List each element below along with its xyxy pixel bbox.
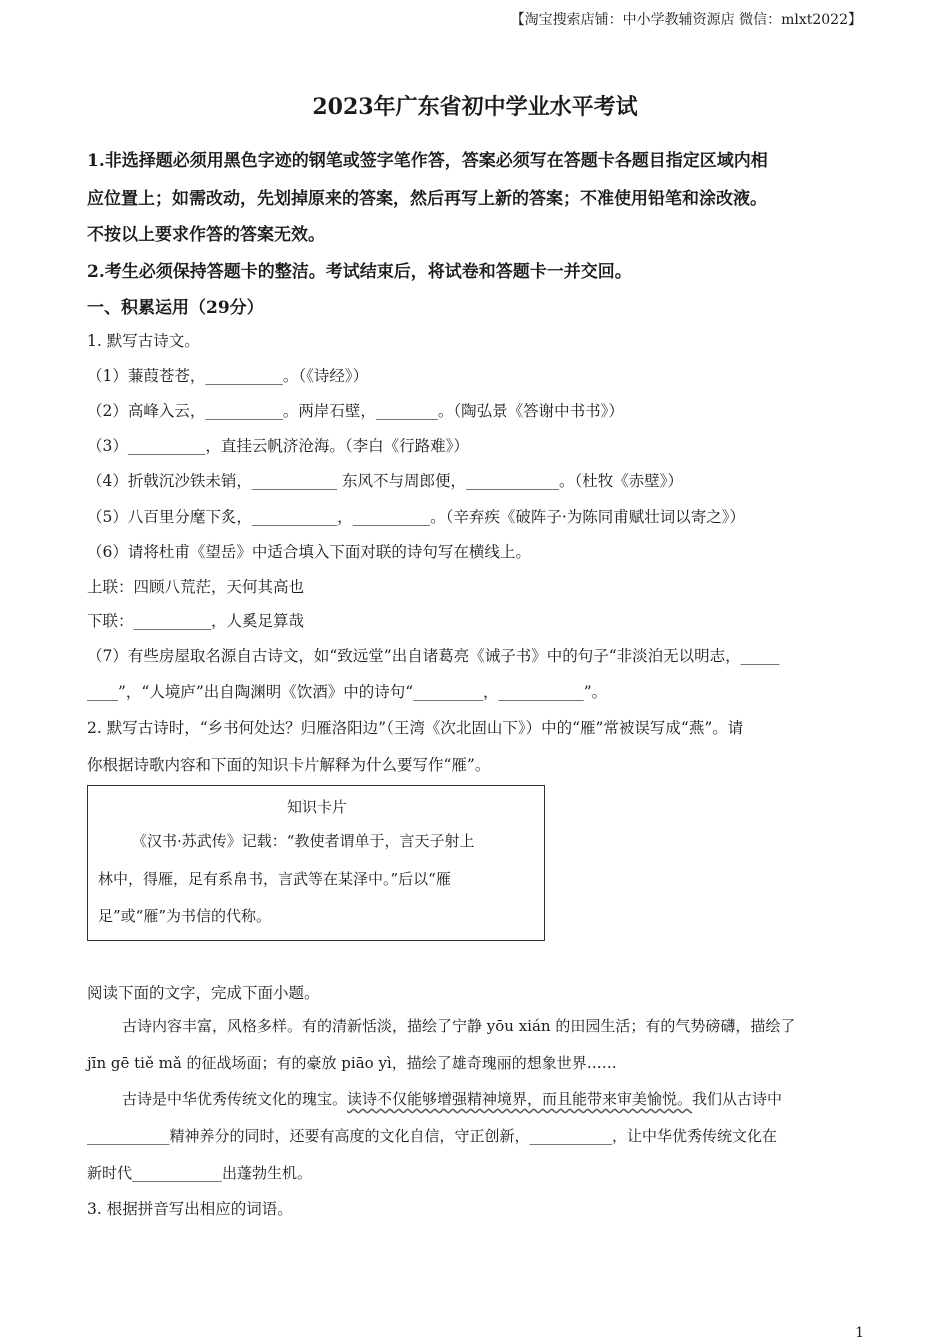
knowledge-card [87,785,545,941]
reading-p2-c: 我们从古诗中 [692,1090,783,1108]
page-title: 2023年广东省初中学业水平考试 [312,94,638,120]
q2-line-2: 你根据诗歌内容和下面的知识卡片解释为什么要写作“雁”。 [87,756,491,774]
card-title: 知识卡片 [286,798,347,816]
couplet-upper: 上联：四顾八荒茫，天何其高也 [87,578,305,596]
q1-sub-7-line-2: ____”，“人境庐”出自陶渊明《饮酒》中的诗句“_________，___________”。 [87,683,608,701]
q1-sub-3: （3）__________，直挂云帆济沧海。（李白《行路难》） [87,437,469,455]
q1-sub-1: （1）蒹葭苍苍，__________。（《诗经》） [87,367,369,385]
notice-line-3: 不按以上要求作答的答案无效。 [87,225,325,245]
q1-sub-4: （4）折戟沉沙铁未销，___________ 东风不与周郎便，____________。（杜牧《赤壁》） [87,472,684,490]
card-line-2: 林中，得雁，足有系帛书，言武等在某泽中。”后以“雁 [98,870,451,888]
reading-p1-line-1: 古诗内容丰富，风格多样。有的清新恬淡，描绘了宁静 yōu xián 的田园生活；有的气势磅礴，描绘了 [122,1017,796,1035]
section-heading: 一、积累运用（29分） [87,298,264,318]
q1-sub-6: （6）请将杜甫《望岳》中适合填入下面对联的诗句写在横线上。 [87,543,531,561]
q1-sub-2: （2）高峰入云，__________。两岸石壁，________。（陶弘景《答谢中书书》） [87,402,624,420]
q1-sub-5: （5）八百里分麾下炙，___________，__________。（辛弃疾《破阵子·为陈同甫赋壮词以寄之》） [87,508,746,526]
notice-line-1: 1.非选择题必须用黑色字迹的钢笔或签字笔作答，答案必须写在答题卡各题目指定区域内相 [87,151,768,171]
q2-line-1: 2. 默写古诗时，“乡书何处达？归雁洛阳边”（王湾《次北固山下》）中的“雁”常被误写成“燕”。请 [87,719,744,737]
couplet-lower: 下联：__________，人奚足算哉 [87,612,305,630]
q1-stem: 1. 默写古诗文。 [87,332,200,350]
card-line-3: 足”或“雁”为书信的代称。 [98,907,272,925]
q3-stem: 3. 根据拼音写出相应的词语。 [87,1200,293,1218]
q1-sub-7-line-1: （7）有些房屋取名源自古诗文，如“致远堂”出自诸葛亮《诫子书》中的句子“非淡泊无以明志，_____ [87,647,780,665]
reading-p2-a: 古诗是中华优秀传统文化的瑰宝。 [122,1090,348,1108]
notice-line-2: 应位置上；如需改动，先划掉原来的答案，然后再写上新的答案；不准使用铅笔和涂改液。 [87,189,767,209]
header-note: 【淘宝搜索店铺：中小学教辅资源店 微信：mlxt2022】 [510,12,862,28]
reading-p2-line-2: ___________精神养分的同时，还要有高度的文化自信，守正创新，___________，让中华优秀传统文化在 [87,1127,778,1145]
reading-p2-line-1 [122,1088,782,1109]
reading-p2-line-3: 新时代____________出蓬勃生机。 [87,1164,313,1182]
reading-p1-line-2: jīn gē tiě mǎ 的征战场面；有的豪放 piāo yì，描绘了雄奇瑰丽的想象世界…… [87,1054,617,1072]
page-number: 1 [855,1325,864,1341]
notice-line-4: 2.考生必须保持答题卡的整洁。考试结束后，将试卷和答题卡一并交回。 [87,262,632,282]
reading-intro: 阅读下面的文字，完成下面小题。 [87,984,320,1002]
card-line-1: 《汉书·苏武传》记载：“教使者谓单于，言天子射上 [132,832,475,850]
wavy-underlined-sentence: 读诗不仅能够增强精神境界，而且能带来审美愉悦。 [347,1090,693,1108]
